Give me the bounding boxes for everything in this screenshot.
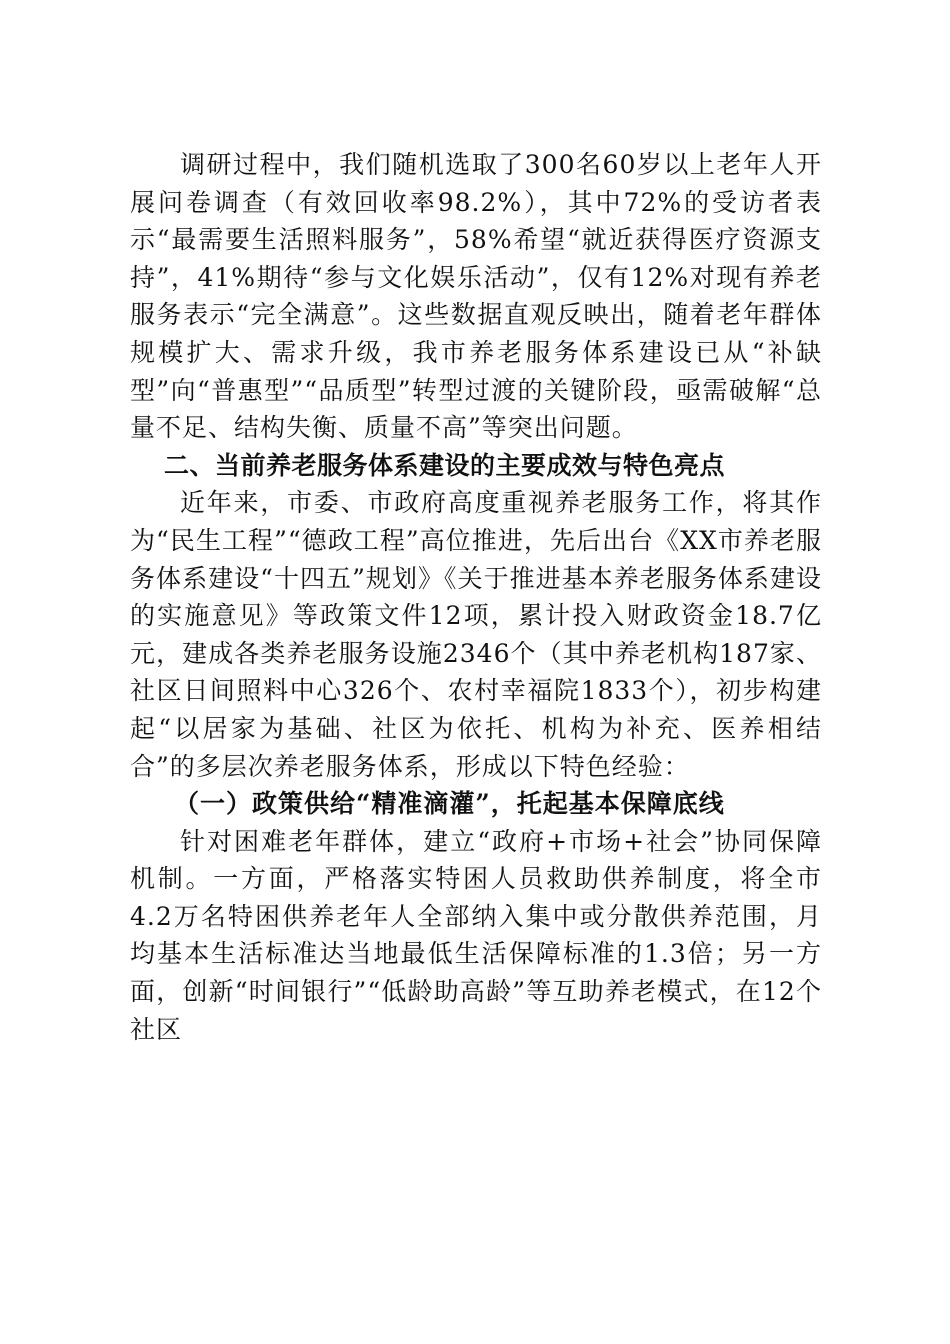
survey-paragraph: 调研过程中，我们随机选取了300名60岁以上老年人开展问卷调查（有效回收率98.2%），其中72%的受访者表示“最需要生活照料服务”，58%希望“就近获得医疗资源支持”，41%期待“参与文化娱乐活动”，仅有12%对现有养老服务表示“完全满意”。这些数据直观反映出，随着老年群体规模扩大、需求升级，我市养老服务体系建设已从“补缺型”向“普惠型”“品质型”转型过渡的关键阶段，亟需破解“总量不足、结构失衡、质量不高”等突出问题。	[130, 150, 822, 443]
section-heading: 二、当前养老服务体系建设的主要成效与特色亮点	[164, 450, 726, 480]
achievements-paragraph: 近年来，市委、市政府高度重视养老服务工作，将其作为“民生工程”“德政工程”高位推进，先后出台《XX市养老服务体系建设“十四五”规划》《关于推进基本养老服务体系建设的实施意见》等政策文件12项，累计投入财政资金18.7亿元，建成各类养老服务设施2346个（其中养老机构187家、社区日间照料中心326个、农村幸福院1833个），初步构建起“以居家为基础、社区为依托、机构为补充、医养相结合”的多层次养老服务体系，形成以下特色经验：	[130, 488, 822, 781]
policy-paragraph: 针对困难老年群体，建立“政府+市场+社会”协同保障机制。一方面，严格落实特困人员救助供养制度，将全市4.2万名特困供养老年人全部纳入集中或分散供养范围，月均基本生活标准达当地最低生活保障标准的1.3倍；另一方面，创新“时间银行”“低龄助高龄”等互助养老模式，在12个社区	[130, 826, 822, 1044]
subsection-heading: （一）政策供给“精准滴灌”，托起基本保障底线	[174, 789, 725, 819]
document-body	[130, 146, 822, 1048]
